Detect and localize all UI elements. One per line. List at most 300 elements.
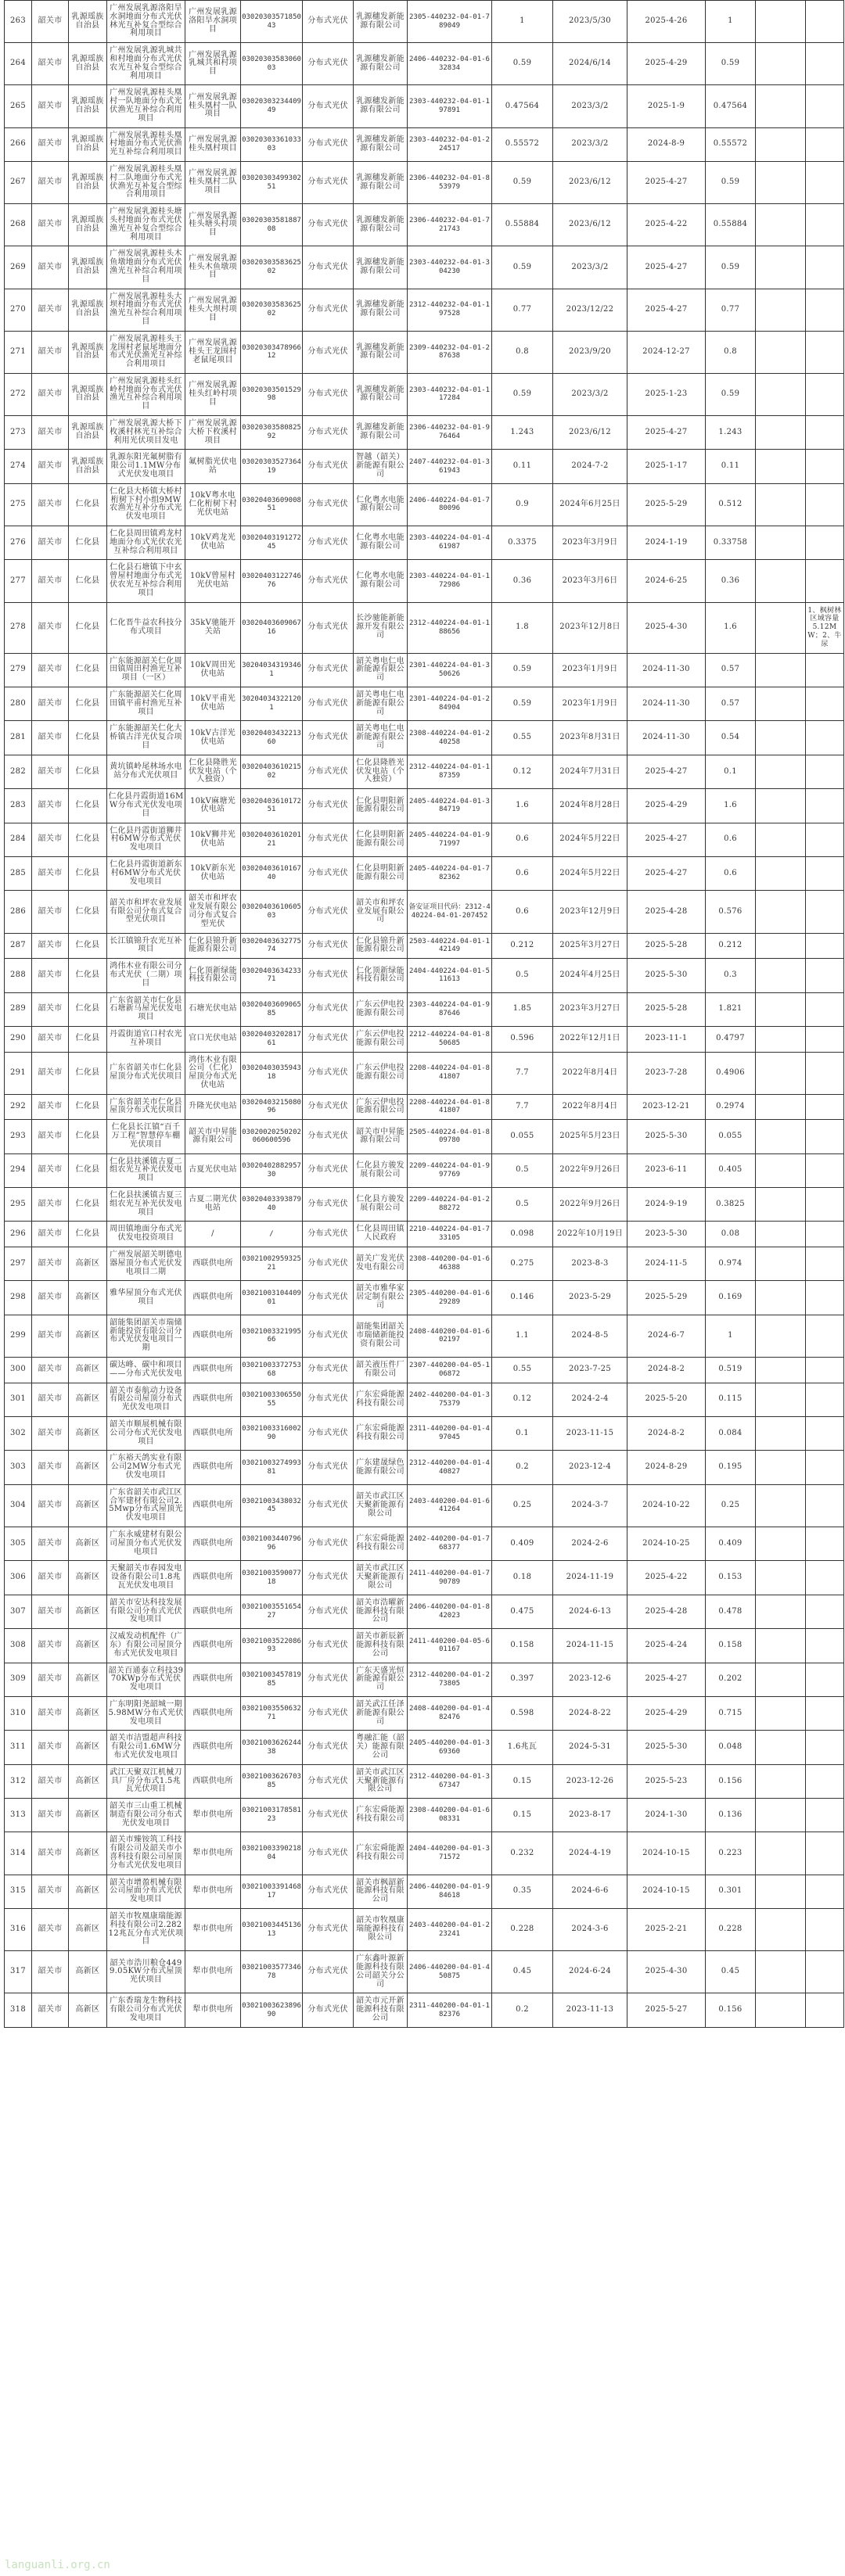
cell-grid-capacity: 0.048	[706, 1731, 756, 1764]
cell-city: 韶关市	[32, 1417, 69, 1451]
cell-approved-capacity: 0.59	[492, 687, 553, 721]
cell-company: 仁化县锦升新能源有限公司	[354, 933, 408, 959]
cell-approval-date: 2023/3/2	[553, 85, 627, 127]
cell-city: 韶关市	[32, 1595, 69, 1628]
cell-approved-capacity: 0.12	[492, 755, 553, 788]
table-row	[5, 1561, 844, 1595]
cell-project-name: 广州发展乳源桂头木鱼墩地面分布式光伏渔光互补综合利用项目	[107, 246, 185, 289]
cell-row-number: 300	[5, 1358, 32, 1383]
cell-county: 高新区	[69, 1951, 107, 1993]
cell-approved-capacity: 0.77	[492, 289, 553, 331]
cell-approval-date: 2024-8-5	[553, 1315, 627, 1357]
cell-project-type: 分布式光伏	[303, 416, 354, 450]
cell-grid-date: 2025-5-29	[627, 1281, 706, 1315]
cell-record-number: 2312-440200-04-01-367347	[408, 1764, 492, 1798]
cell-project-name: 仁化县丹霞街道狮井村6MW分布式光伏发电项目	[107, 823, 185, 856]
cell-project-code: 0302030347896612	[241, 331, 303, 373]
cell-county: 高新区	[69, 1417, 107, 1451]
cell-approved-capacity: 0.1	[492, 1417, 553, 1451]
cell-grid-capacity: 0.158	[706, 1629, 756, 1663]
cell-city: 韶关市	[32, 992, 69, 1026]
cell-note	[806, 1799, 844, 1832]
cell-project-code: 0302040360906716	[241, 602, 303, 653]
cell-company: 乳源穗发新能源有限公司	[354, 127, 408, 161]
cell-remark	[756, 204, 806, 246]
cell-row-number: 287	[5, 933, 32, 959]
table-row	[5, 1629, 844, 1663]
cell-note	[806, 1696, 844, 1730]
table-row	[5, 1993, 844, 2027]
cell-station-name: 西联供电所	[185, 1561, 241, 1595]
cell-city: 韶关市	[32, 933, 69, 959]
cell-grid-capacity: 0.57	[706, 653, 756, 687]
cell-project-name: 韶关市和坪农业发展有限公司分布式复合型光伏项目	[107, 891, 185, 933]
cell-grid-date: 2025-5-30	[627, 1731, 706, 1764]
table-row	[5, 1281, 844, 1315]
cell-approval-date: 2022年8月4日	[553, 1052, 627, 1094]
cell-station-name: 10kV平甫光伏电站	[185, 687, 241, 721]
cell-project-type: 分布式光伏	[303, 856, 354, 890]
cell-station-name: 10kV粤水电仁化桁树下村光伏电站	[185, 483, 241, 526]
cell-county: 高新区	[69, 1383, 107, 1416]
cell-remark	[756, 933, 806, 959]
cell-grid-capacity: 0.512	[706, 483, 756, 526]
cell-remark	[756, 289, 806, 331]
cell-project-code: 0302100344513613	[241, 1909, 303, 1951]
cell-grid-date: 2025-5-29	[627, 483, 706, 526]
cell-station-name: 犁市供电所	[185, 1909, 241, 1951]
cell-project-name: 广州发展乳源洛阳旱水洞地面分布式光伏林光互补复合型综合利用项目	[107, 1, 185, 43]
cell-record-number: 2309-440232-04-01-287638	[408, 331, 492, 373]
cell-project-type: 分布式光伏	[303, 1561, 354, 1595]
cell-record-number: 2408-440200-04-01-482476	[408, 1696, 492, 1730]
cell-record-number: 2311-440200-04-01-182376	[408, 1993, 492, 2027]
cell-county: 高新区	[69, 1799, 107, 1832]
cell-record-number: 2403-440200-04-01-641264	[408, 1484, 492, 1527]
cell-row-number: 280	[5, 687, 32, 721]
cell-note	[806, 1153, 844, 1187]
cell-grid-date: 2025-4-24	[627, 1629, 706, 1663]
cell-approval-date: 2023-5-29	[553, 1281, 627, 1315]
cell-row-number: 314	[5, 1832, 32, 1875]
cell-company: 仁化县方骏发展有限公司	[354, 1188, 408, 1222]
cell-county: 高新区	[69, 1315, 107, 1357]
cell-county: 仁化县	[69, 1188, 107, 1222]
cell-county: 仁化县	[69, 1026, 107, 1052]
table-row	[5, 85, 844, 127]
cell-record-number: 2303-440224-04-01-987646	[408, 992, 492, 1026]
cell-project-name: 广州发展乳源大桥下枚溪村林光互补综合利用光伏项目发电	[107, 416, 185, 450]
cell-row-number: 272	[5, 373, 32, 415]
cell-remark	[756, 1120, 806, 1153]
cell-note	[806, 1247, 844, 1281]
table-row	[5, 204, 844, 246]
cell-grid-date: 2025-5-20	[627, 1383, 706, 1416]
cell-station-name: 西联供电所	[185, 1383, 241, 1416]
cell-note	[806, 1451, 844, 1484]
cell-note	[806, 1188, 844, 1222]
cell-remark	[756, 43, 806, 85]
cell-project-code: 0302100352208693	[241, 1629, 303, 1663]
cell-approval-date: 2025年5月23日	[553, 1120, 627, 1153]
cell-remark	[756, 687, 806, 721]
cell-record-number: 2505-440224-04-01-809780	[408, 1120, 492, 1153]
cell-project-name: 周田镇地面分布式光伏发电投资项目	[107, 1222, 185, 1247]
table-row	[5, 1799, 844, 1832]
cell-company: 长沙驰能新能源开发有限公司	[354, 602, 408, 653]
cell-approval-date: 2024/6/14	[553, 43, 627, 85]
cell-record-number: 2312-440200-04-01-440827	[408, 1451, 492, 1484]
cell-project-type: 分布式光伏	[303, 560, 354, 602]
cell-grid-capacity: 0.3	[706, 959, 756, 992]
cell-station-name: 西联供电所	[185, 1595, 241, 1628]
cell-city: 韶关市	[32, 687, 69, 721]
cell-grid-capacity: 0.47564	[706, 85, 756, 127]
cell-project-type: 分布式光伏	[303, 1875, 354, 1908]
cell-grid-capacity: 0.54	[706, 721, 756, 755]
cell-grid-date: 2025-4-27	[627, 1663, 706, 1696]
cell-row-number: 301	[5, 1383, 32, 1416]
cell-row-number: 268	[5, 204, 32, 246]
cell-approval-date: 2023-11-15	[553, 1417, 627, 1451]
cell-project-name: 仁化县石塘镇下中玄曾屋村地面分布式光伏农光互补综合利用项目	[107, 560, 185, 602]
cell-project-type: 分布式光伏	[303, 1484, 354, 1527]
cell-station-name: 西联供电所	[185, 1281, 241, 1315]
table-row	[5, 1247, 844, 1281]
cell-project-name: 广州发展乳源桂头凰村地面分布式光伏渔光互补综合利用项目	[107, 127, 185, 161]
cell-approval-date: 2025年3月27日	[553, 933, 627, 959]
cell-city: 韶关市	[32, 246, 69, 289]
cell-record-number: 2303-440232-04-01-197891	[408, 85, 492, 127]
cell-grid-date: 2025-5-30	[627, 1120, 706, 1153]
cell-approved-capacity: 1.243	[492, 416, 553, 450]
table-row	[5, 1951, 844, 1993]
cell-project-name: 广东裕天鸽实业有限公司2MW分布式光伏发电项目	[107, 1451, 185, 1484]
cell-grid-date: 2025-4-30	[627, 1951, 706, 1993]
table-row	[5, 483, 844, 526]
cell-project-name: 广州发展乳源桂头大坝村地面分布式光伏渔光互补综合利用项目	[107, 289, 185, 331]
cell-grid-capacity: 0.519	[706, 1358, 756, 1383]
cell-grid-capacity: 0.4797	[706, 1026, 756, 1052]
cell-city: 韶关市	[32, 1799, 69, 1832]
cell-county: 仁化县	[69, 1052, 107, 1094]
cell-approved-capacity: 0.596	[492, 1026, 553, 1052]
cell-county: 高新区	[69, 1832, 107, 1875]
cell-project-code: 0302100327499381	[241, 1451, 303, 1484]
cell-grid-date: 2024-8-9	[627, 127, 706, 161]
cell-grid-capacity: 0.45	[706, 1951, 756, 1993]
cell-station-name: 官口光伏电站	[185, 1026, 241, 1052]
cell-county: 仁化县	[69, 1120, 107, 1153]
cell-row-number: 277	[5, 560, 32, 602]
cell-county: 乳源瑶族自治县	[69, 204, 107, 246]
cell-company: 仁化县方骏发展有限公司	[354, 1153, 408, 1187]
table-row	[5, 1484, 844, 1527]
cell-grid-capacity: 0.6	[706, 856, 756, 890]
cell-county: 乳源瑶族自治县	[69, 373, 107, 415]
cell-approved-capacity: 0.15	[492, 1764, 553, 1798]
cell-approval-date: 2024年6月25日	[553, 483, 627, 526]
cell-approval-date: 2023/6/12	[553, 204, 627, 246]
cell-city: 韶关市	[32, 1663, 69, 1696]
project-table	[4, 0, 844, 2028]
cell-approval-date: 2022年9月26日	[553, 1188, 627, 1222]
cell-approval-date: 2023-12-26	[553, 1764, 627, 1798]
cell-county: 高新区	[69, 1561, 107, 1595]
cell-remark	[756, 416, 806, 450]
cell-project-name: 广东明阳尧韶城一期5.98MW分布式光伏发电项目	[107, 1696, 185, 1730]
cell-project-code: 0302030336103303	[241, 127, 303, 161]
cell-approval-date: 2023/3/2	[553, 373, 627, 415]
cell-remark	[756, 823, 806, 856]
cell-county: 乳源瑶族自治县	[69, 127, 107, 161]
cell-remark	[756, 755, 806, 788]
cell-remark	[756, 1188, 806, 1222]
cell-project-code: 0302040288295730	[241, 1153, 303, 1187]
cell-grid-capacity: 0.11	[706, 450, 756, 483]
cell-county: 高新区	[69, 1247, 107, 1281]
cell-note	[806, 560, 844, 602]
cell-row-number: 296	[5, 1222, 32, 1247]
cell-city: 韶关市	[32, 1629, 69, 1663]
cell-grid-date: 2024-9-19	[627, 1188, 706, 1222]
cell-record-number: 2301-440224-04-01-350626	[408, 653, 492, 687]
cell-row-number: 278	[5, 602, 32, 653]
cell-county: 高新区	[69, 1909, 107, 1951]
cell-approval-date: 2023年1月9日	[553, 653, 627, 687]
cell-row-number: 317	[5, 1951, 32, 1993]
cell-row-number: 310	[5, 1696, 32, 1730]
table-row	[5, 1451, 844, 1484]
cell-company: 韶关市和坪农业发展有限公司	[354, 891, 408, 933]
cell-note	[806, 1315, 844, 1357]
cell-grid-capacity: 0.084	[706, 1417, 756, 1451]
cell-company: 广东天盛光恒新能源有限公司	[354, 1663, 408, 1696]
cell-approval-date: 2024-11-15	[553, 1629, 627, 1663]
cell-approved-capacity: 0.6	[492, 891, 553, 933]
cell-station-name: 西联供电所	[185, 1451, 241, 1484]
cell-approved-capacity: 0.475	[492, 1595, 553, 1628]
cell-project-name: 碳达峰、碳中和项目——分布式光伏发电	[107, 1358, 185, 1383]
cell-company: 仁化县明阳新能源有限公司	[354, 789, 408, 823]
cell-row-number: 289	[5, 992, 32, 1026]
cell-county: 高新区	[69, 1595, 107, 1628]
cell-grid-capacity: 1.6	[706, 789, 756, 823]
cell-company: 韶关市浩曜新能源科技有限公司	[354, 1595, 408, 1628]
table-row	[5, 1222, 844, 1247]
cell-project-type: 分布式光伏	[303, 959, 354, 992]
cell-project-type: 分布式光伏	[303, 204, 354, 246]
cell-remark	[756, 959, 806, 992]
cell-remark	[756, 1527, 806, 1560]
cell-remark	[756, 1799, 806, 1832]
cell-project-code: 0302100362624438	[241, 1731, 303, 1764]
cell-grid-date: 2025-5-28	[627, 933, 706, 959]
cell-company: 韶关粤电仁电新能源有限公司	[354, 687, 408, 721]
cell-row-number: 308	[5, 1629, 32, 1663]
cell-station-name: 西联供电所	[185, 1696, 241, 1730]
cell-city: 韶关市	[32, 1527, 69, 1560]
cell-record-number: 2405-440224-04-01-782362	[408, 856, 492, 890]
cell-company: 仁化县周田镇人民政府	[354, 1222, 408, 1247]
cell-project-type: 分布式光伏	[303, 1222, 354, 1247]
cell-station-name: 广州发展乳源桂头红岭村项目	[185, 373, 241, 415]
cell-company: 韶关液压件厂有限公司	[354, 1358, 408, 1383]
cell-row-number: 315	[5, 1875, 32, 1908]
cell-approval-date: 2023年3月9日	[553, 526, 627, 560]
cell-project-type: 分布式光伏	[303, 1993, 354, 2027]
cell-grid-capacity: 0.115	[706, 1383, 756, 1416]
cell-county: 仁化县	[69, 789, 107, 823]
cell-record-number: 2303-440224-04-01-172986	[408, 560, 492, 602]
cell-county: 仁化县	[69, 823, 107, 856]
cell-project-code: 0302100331600290	[241, 1417, 303, 1451]
table-row	[5, 127, 844, 161]
cell-row-number: 297	[5, 1247, 32, 1281]
cell-project-type: 分布式光伏	[303, 85, 354, 127]
cell-approval-date: 2024-5-31	[553, 1731, 627, 1764]
cell-remark	[756, 1247, 806, 1281]
cell-approved-capacity: 0.598	[492, 1696, 553, 1730]
cell-station-name: 西联供电所	[185, 1247, 241, 1281]
cell-project-code: 302040343193461	[241, 653, 303, 687]
cell-approved-capacity: 0.228	[492, 1909, 553, 1951]
cell-county: 仁化县	[69, 483, 107, 526]
cell-station-name: 石塘光伏电站	[185, 992, 241, 1026]
cell-remark	[756, 1951, 806, 1993]
cell-company: 韶关武江任泽新能源有限公司	[354, 1696, 408, 1730]
cell-company: 仁化顶新绿能科技有限公司	[354, 959, 408, 992]
cell-project-code: 0302100339146817	[241, 1875, 303, 1908]
cell-grid-capacity: 0.2974	[706, 1094, 756, 1120]
cell-project-type: 分布式光伏	[303, 289, 354, 331]
cell-company: 广东鑫叶源新能源科技有限公司韶关分公司	[354, 1951, 408, 1993]
cell-county: 乳源瑶族自治县	[69, 289, 107, 331]
cell-approved-capacity: 0.2	[492, 1993, 553, 2027]
cell-approved-capacity: 0.55572	[492, 127, 553, 161]
cell-company: 广东宏舜能源科技有限公司	[354, 1527, 408, 1560]
cell-company: 韶能集团韶关市瑞储新能投资有限公司	[354, 1315, 408, 1357]
cell-project-code: 0302100362670385	[241, 1764, 303, 1798]
table-row	[5, 289, 844, 331]
cell-company: 乳源穗发新能源有限公司	[354, 289, 408, 331]
cell-city: 韶关市	[32, 1383, 69, 1416]
cell-grid-date: 2024-6-25	[627, 560, 706, 602]
cell-grid-date: 2023-5-30	[627, 1222, 706, 1247]
cell-project-type: 分布式光伏	[303, 992, 354, 1026]
cell-project-type: 分布式光伏	[303, 1731, 354, 1764]
cell-county: 乳源瑶族自治县	[69, 416, 107, 450]
cell-station-name: 韶关市中昇能源有限公司	[185, 1120, 241, 1153]
cell-record-number: 2405-440224-04-01-971997	[408, 823, 492, 856]
cell-county: 仁化县	[69, 721, 107, 755]
cell-county: 乳源瑶族自治县	[69, 1, 107, 43]
cell-record-number: 2303-440232-04-01-117284	[408, 373, 492, 415]
cell-grid-capacity: 0.974	[706, 1247, 756, 1281]
cell-project-type: 分布式光伏	[303, 602, 354, 653]
table-row	[5, 1383, 844, 1416]
cell-project-code: 0302100355165427	[241, 1595, 303, 1628]
cell-remark	[756, 602, 806, 653]
cell-remark	[756, 450, 806, 483]
cell-grid-date: 2024-1-19	[627, 526, 706, 560]
cell-grid-date: 2023-11-1	[627, 1026, 706, 1052]
cell-city: 韶关市	[32, 1951, 69, 1993]
cell-grid-date: 2024-8-29	[627, 1451, 706, 1484]
cell-project-code: 0302100339021804	[241, 1832, 303, 1875]
cell-record-number: 2312-440200-04-01-273805	[408, 1663, 492, 1696]
cell-grid-date: 2025-4-27	[627, 823, 706, 856]
cell-note	[806, 721, 844, 755]
cell-county: 高新区	[69, 1281, 107, 1315]
cell-note	[806, 1527, 844, 1560]
cell-grid-date: 2024-8-2	[627, 1358, 706, 1383]
cell-grid-capacity: 0.59	[706, 373, 756, 415]
cell-project-name: 广东能源韶关仁化周田镇周田村渔光互补项目（一区）	[107, 653, 185, 687]
cell-grid-capacity: 0.33758	[706, 526, 756, 560]
cell-company: 韶关广发光伏发电有限公司	[354, 1247, 408, 1281]
cell-company: 乳源穗发新能源有限公司	[354, 246, 408, 289]
cell-record-number: 2308-440200-04-01-608331	[408, 1799, 492, 1832]
cell-station-name: 犁市供电所	[185, 1951, 241, 1993]
cell-city: 韶关市	[32, 560, 69, 602]
cell-project-name: 韶关市泰航动力设备有限公司屋顶分布式光伏发电项目	[107, 1383, 185, 1416]
cell-grid-date: 2024-8-2	[627, 1417, 706, 1451]
cell-city: 韶关市	[32, 653, 69, 687]
cell-grid-capacity: 0.156	[706, 1993, 756, 2027]
cell-grid-capacity: 0.25	[706, 1484, 756, 1527]
cell-remark	[756, 1875, 806, 1908]
cell-approved-capacity: 0.3375	[492, 526, 553, 560]
cell-project-code: 0302100344079696	[241, 1527, 303, 1560]
cell-project-name: 广东省韶关市仁化县屋顶分布式光伏项目	[107, 1052, 185, 1094]
table-row	[5, 1832, 844, 1875]
cell-approval-date: 2024-3-6	[553, 1909, 627, 1951]
cell-remark	[756, 331, 806, 373]
cell-city: 韶关市	[32, 127, 69, 161]
table-body	[5, 1, 844, 2028]
cell-remark	[756, 1663, 806, 1696]
cell-record-number: 2404-440200-04-01-371572	[408, 1832, 492, 1875]
cell-project-name: 韶关市洁盟超声科技有限公司1.6MW分布式光伏发电项目	[107, 1731, 185, 1764]
cell-remark	[756, 127, 806, 161]
cell-note	[806, 289, 844, 331]
cell-row-number: 291	[5, 1052, 32, 1094]
cell-note	[806, 416, 844, 450]
cell-remark	[756, 1484, 806, 1527]
cell-company: 广东宏舜能源科技有限公司	[354, 1832, 408, 1875]
table-row	[5, 416, 844, 450]
cell-station-name: 犁市供电所	[185, 1993, 241, 2027]
cell-remark	[756, 721, 806, 755]
cell-project-type: 分布式光伏	[303, 653, 354, 687]
cell-station-name: 广州发展乳源桂头凰村项目	[185, 127, 241, 161]
cell-approved-capacity: 0.45	[492, 1951, 553, 1993]
cell-station-name: 仁化顶新绿能科技有限公司	[185, 959, 241, 992]
cell-station-name: 西联供电所	[185, 1731, 241, 1764]
cell-project-name: 广州发展乳源桂头凰村二队地面分布式光伏渔光互补复合型综合利用项目	[107, 161, 185, 203]
cell-grid-date: 2025-4-27	[627, 161, 706, 203]
cell-grid-date: 2025-4-29	[627, 1696, 706, 1730]
cell-note	[806, 1094, 844, 1120]
cell-note	[806, 1417, 844, 1451]
cell-row-number: 304	[5, 1484, 32, 1527]
cell-project-name: 仁化县丹霞街道16MW分布式光伏发电项目	[107, 789, 185, 823]
cell-record-number: 2306-440232-04-01-853979	[408, 161, 492, 203]
cell-approved-capacity: 0.2	[492, 1451, 553, 1484]
cell-project-type: 分布式光伏	[303, 1026, 354, 1052]
cell-project-name: 广州发展乳源桂头王龙围村老鼠尾地面分布式光伏渔光互补综合利用项目	[107, 331, 185, 373]
